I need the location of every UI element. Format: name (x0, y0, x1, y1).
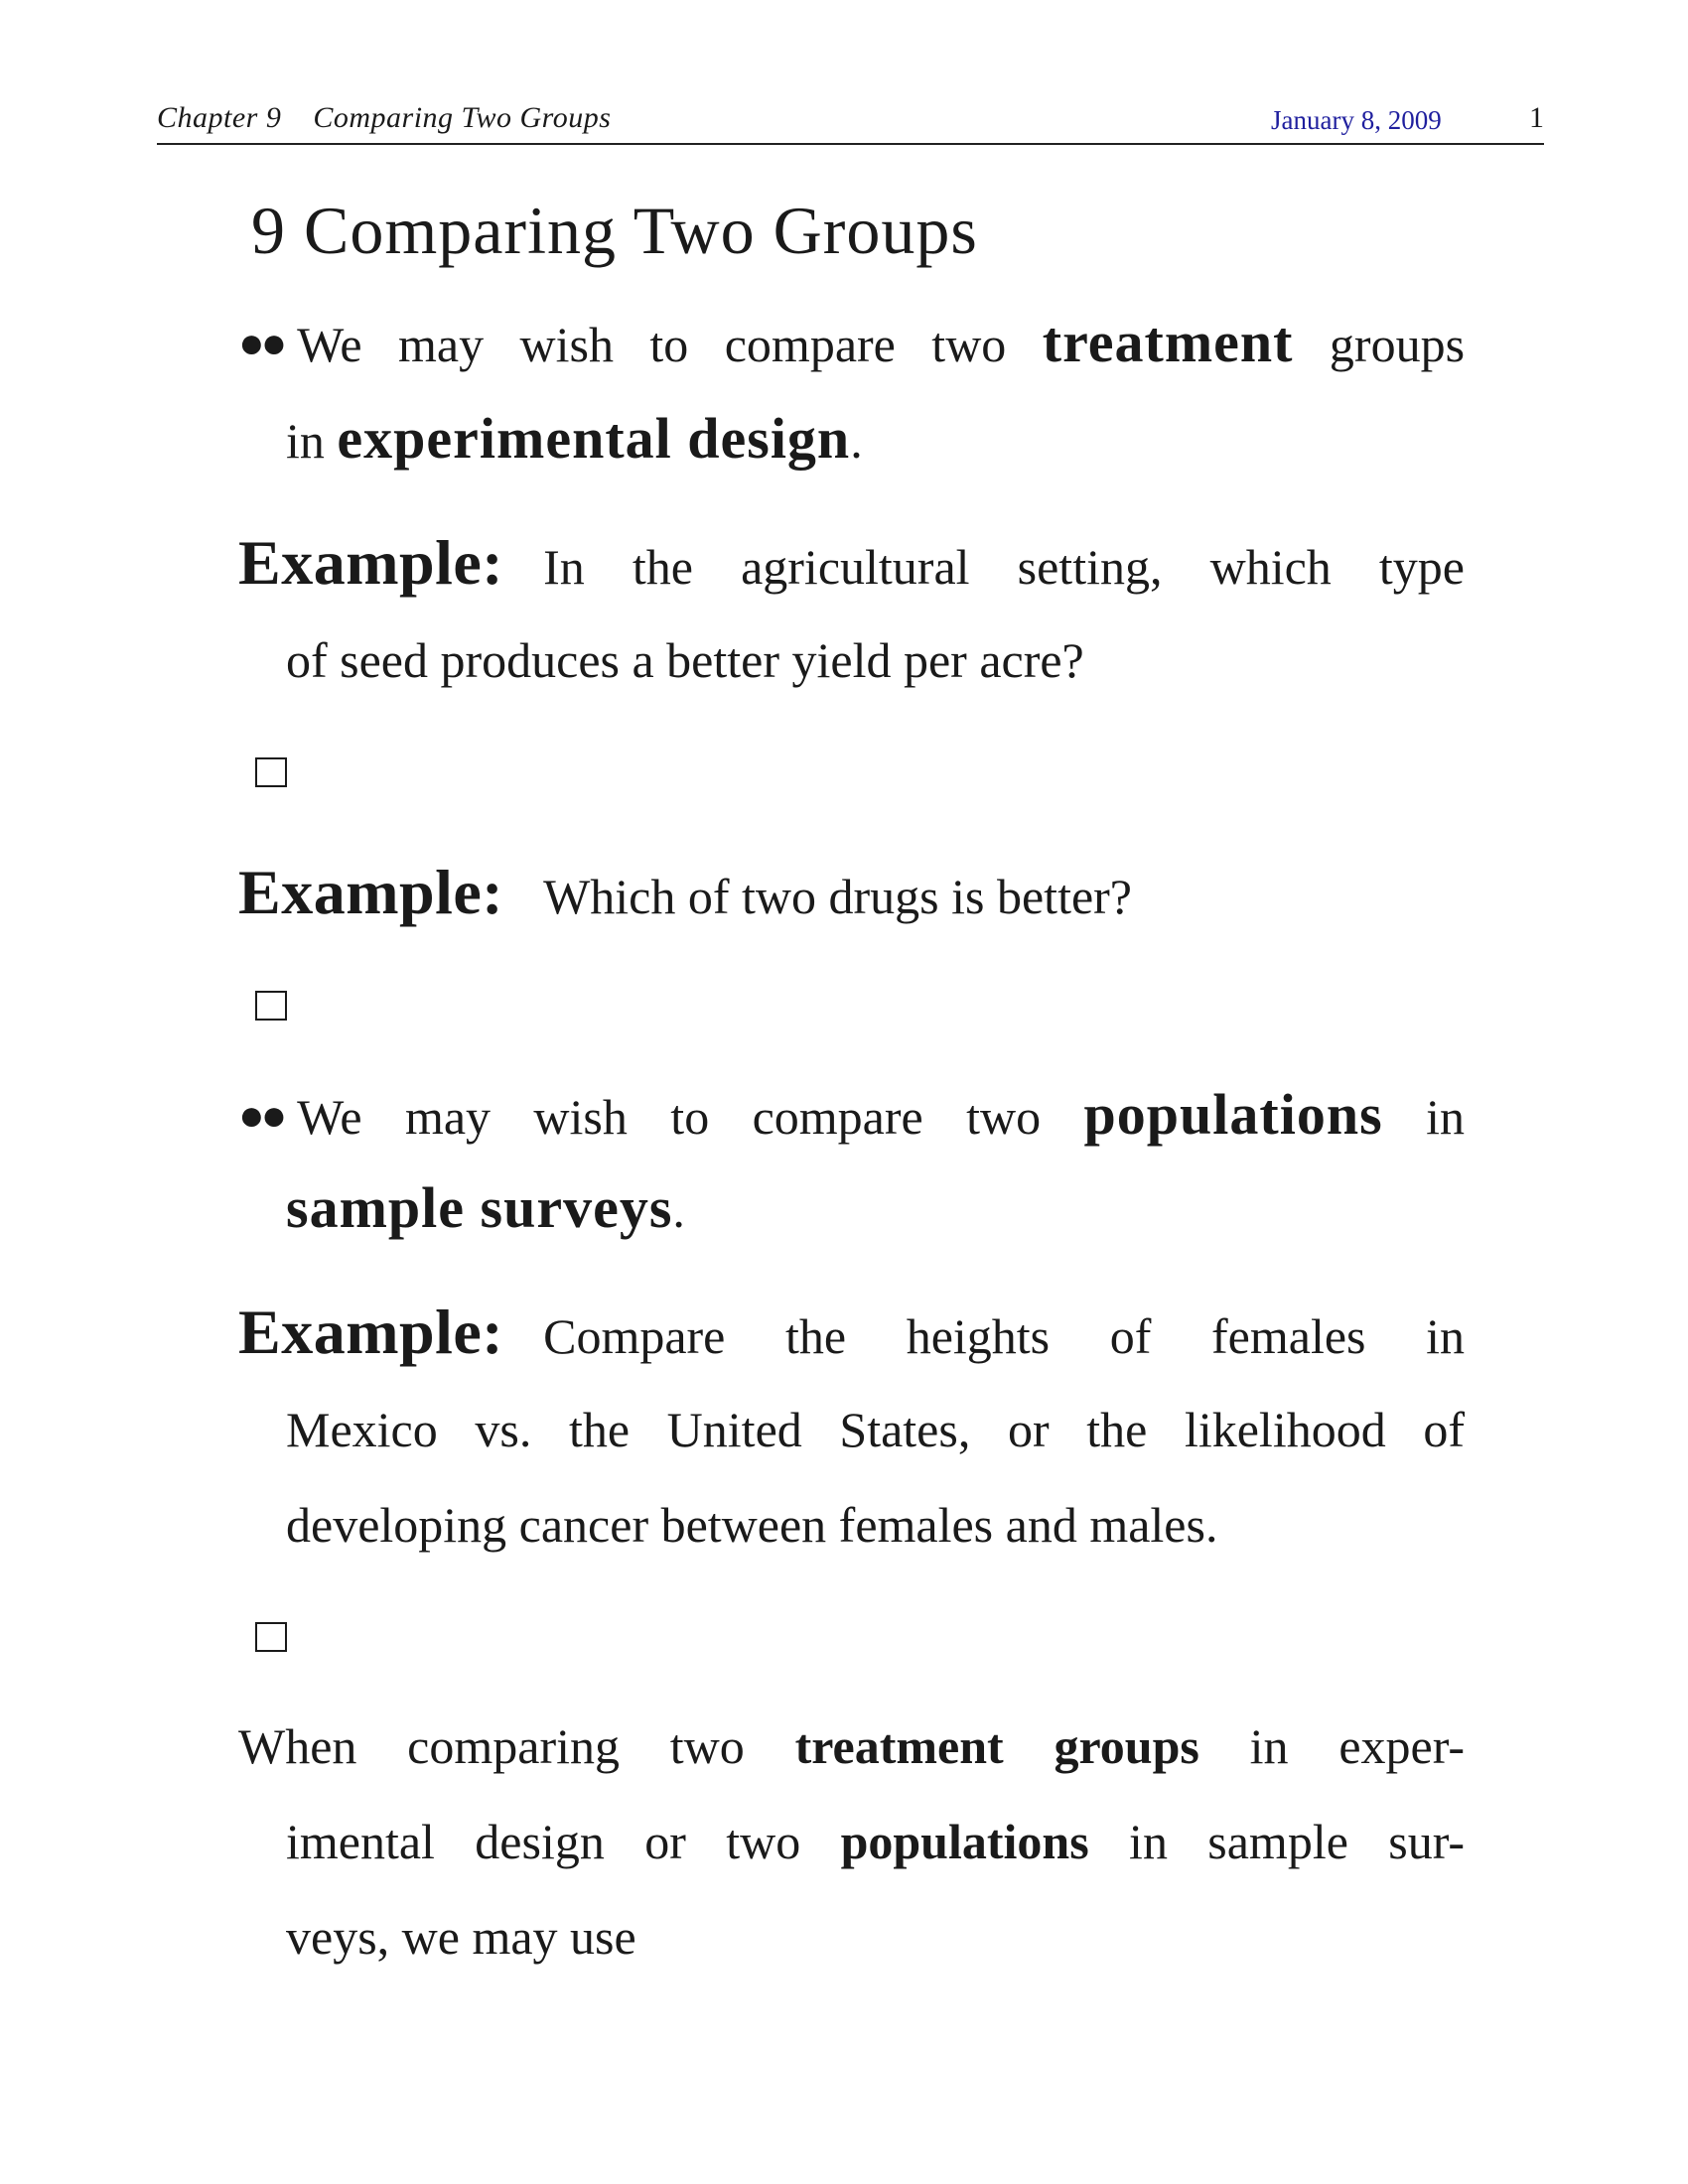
example3-line1 (238, 1297, 1465, 1367)
running-head (157, 99, 1544, 144)
closing-keyword-populations: populations (840, 1814, 1089, 1869)
bullet2-line2 (286, 1175, 685, 1240)
example3-line3: developing cancer between females and males. (286, 1497, 1218, 1553)
example2-text: Which of two drugs is better? (543, 869, 1132, 924)
section-title: 9 Comparing Two Groups (251, 193, 978, 268)
bullet1-text-post: groups (1329, 317, 1466, 372)
example1-line2: of seed produces a better yield per acre? (286, 632, 1084, 688)
bullet1-line2 (286, 406, 863, 471)
bullet2-line1 (238, 1082, 1465, 1147)
qed-box-icon (255, 1622, 287, 1652)
running-head-chapter (157, 101, 611, 135)
bullet1-line2-text: in (286, 413, 325, 469)
example2-line1 (238, 857, 1132, 927)
closing-text-post: in exper- (1249, 1718, 1466, 1774)
closing-line3: veys, we may use (286, 1909, 636, 1965)
closing-keyword-treatment-groups: treatment groups (794, 1718, 1199, 1774)
closing-line2-post: in sample sur- (1129, 1814, 1466, 1869)
qed-box-icon (255, 757, 287, 787)
double-bullet-icon: ●● (238, 1091, 284, 1140)
bullet1-line2-keyword: experimental design (337, 406, 851, 471)
example1-label: Example: (238, 527, 504, 598)
example2-label: Example: (238, 857, 504, 927)
example3-line2: Mexico vs. the United States, or the likelihood of (286, 1402, 1465, 1457)
chapter-title: Comparing Two Groups (313, 101, 612, 134)
example1-text: In the agricultural setting, which type (543, 539, 1465, 595)
closing-line2-text: imental design or two (286, 1814, 801, 1869)
bullet2-keyword: populations (1083, 1082, 1383, 1147)
double-bullet-icon: ●● (238, 319, 284, 367)
closing-text: When comparing two (238, 1718, 745, 1774)
bullet1-keyword: treatment (1042, 310, 1294, 374)
header-rule (157, 143, 1544, 145)
bullet2-text-post: in (1426, 1089, 1465, 1145)
bullet2-line2-keyword: sample surveys (286, 1175, 673, 1240)
chapter-label: Chapter 9 (157, 101, 282, 134)
closing-line1 (238, 1716, 1465, 1776)
closing-line2 (286, 1812, 1465, 1871)
bullet1-line1 (238, 310, 1466, 374)
running-head-date: January 8, 2009 (1271, 105, 1442, 135)
page-number: 1 (1529, 101, 1544, 134)
bullet2-text: We may wish to compare two (297, 1089, 1042, 1145)
example1-line1 (238, 527, 1465, 598)
bullet1-text: We may wish to compare two (297, 317, 1007, 372)
example3-label: Example: (238, 1297, 504, 1367)
bullet2-period: . (672, 1182, 685, 1238)
qed-box-icon (255, 991, 287, 1021)
example3-text: Compare the heights of females in (543, 1308, 1465, 1364)
bullet1-period: . (850, 413, 863, 469)
